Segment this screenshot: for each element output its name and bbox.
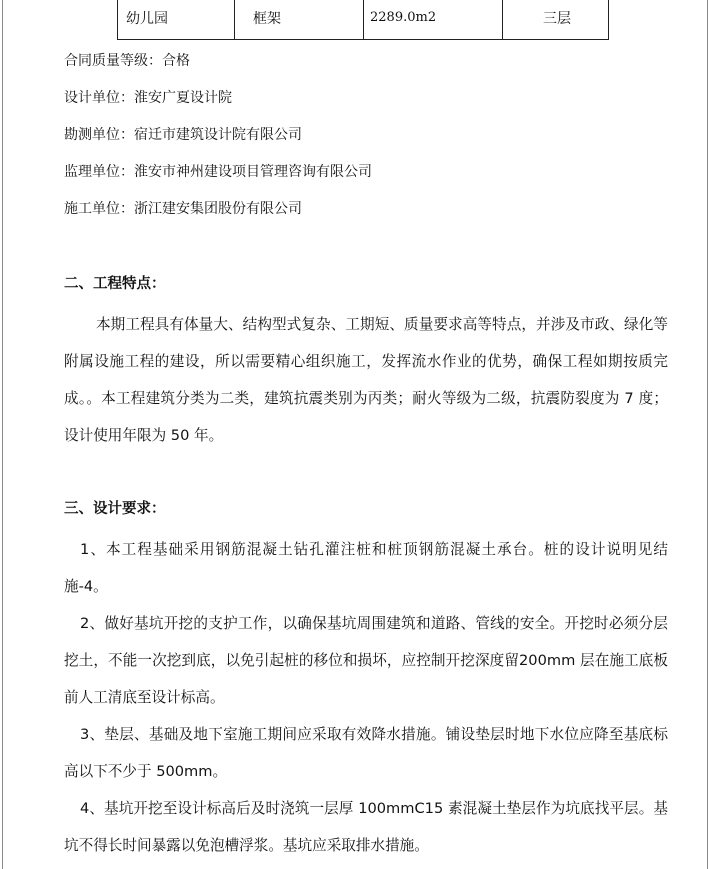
info-label: 合同质量等级： [64, 53, 162, 69]
page-right-border [707, 0, 708, 869]
design-item-3: 3、垫层、基础及地下室施工期间应采取有效降水措施。铺设垫层时地下水位应降至基底标高以下不少于 500mm。 [64, 726, 668, 780]
page-left-border [2, 0, 3, 869]
table-cell-building: 幼儿园 [118, 0, 235, 40]
survey-unit-line [64, 125, 302, 145]
design-item-4: 4、基坑开挖至设计标高后及时浇筑一层厚 100mmC15 素混凝土垫层作为坑底找平层。基坑不得长时间暴露以免泡槽浮浆。基坑应采取排水措施。 [64, 800, 668, 854]
info-label: 勘测单位： [64, 127, 134, 143]
contract-quality-line [64, 51, 190, 71]
info-value: 淮安市神州建设项目管理咨询有限公司 [134, 164, 372, 180]
table-cell-area: 2289.0m2 [364, 0, 503, 40]
info-value: 淮安广夏设计院 [134, 90, 232, 106]
design-unit-line [64, 88, 232, 108]
construction-unit-line [64, 199, 302, 219]
section-heading-features: 二、工程特点： [64, 276, 166, 292]
design-item-1: 1、本工程基础采用钢筋混凝土钻孔灌注桩和桩顶钢筋混凝土承台。桩的设计说明见结施-4。 [64, 541, 668, 595]
features-paragraph: 本期工程具有体量大、结构型式复杂、工期短、质量要求高等特点，并涉及市政、绿化等附属设施工程的建设，所以需要精心组织施工，发挥流水作业的优势，确保工程如期按质完成。。本工程建筑分类为二类，建筑抗震类别为丙类；耐火等级为二级，抗震防裂度为 7 度；设计使用年限为 50 年。 [64, 316, 668, 444]
building-info-table [117, 0, 609, 40]
section-heading-design: 三、设计要求： [64, 501, 166, 517]
table-cell-floors: 三层 [503, 0, 609, 40]
info-label: 设计单位： [64, 90, 134, 106]
info-label: 施工单位： [64, 201, 134, 217]
table-row [118, 0, 609, 40]
info-label: 监理单位： [64, 164, 134, 180]
design-item-2: 2、做好基坑开挖的支护工作，以确保基坑周围建筑和道路、管线的安全。开挖时必须分层挖土，不能一次挖到底，以免引起桩的移位和损坏，应控制开挖深度留200mm 层在施工底板前人工清底至设计标高。 [64, 615, 668, 706]
info-value: 合格 [162, 53, 190, 69]
table-cell-structure: 框架 [235, 0, 364, 40]
info-value: 宿迁市建筑设计院有限公司 [134, 127, 302, 143]
supervision-unit-line [64, 162, 372, 182]
info-value: 浙江建安集团股份有限公司 [134, 201, 302, 217]
